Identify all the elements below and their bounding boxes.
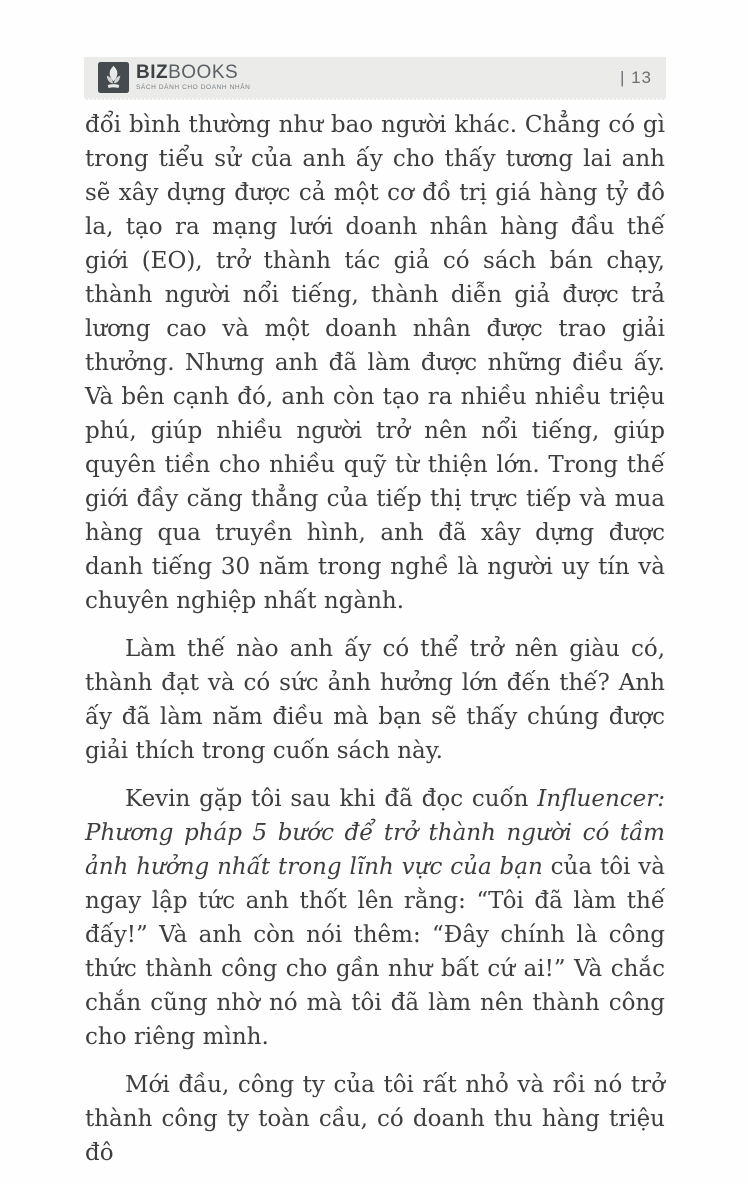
- paragraph-3-text-lead: Kevin gặp tôi sau khi đã đọc cuốn: [125, 786, 538, 812]
- paragraph-4-text: Mới đầu, công ty của tôi rất nhỏ và rồi nó trở thành công ty toàn cầu, có doanh thu hàng triệu đô: [85, 1072, 665, 1166]
- paragraph-1-text: đổi bình thường như bao người khác. Chẳng có gì trong tiểu sử của anh ấy cho thấy tương lai anh sẽ xây dựng được cả một cơ đồ trị giá hàng tỷ đô la, tạo ra mạng lưới doanh nhân hàng đầu thế giới (EO), trở thành tác giả có sách bán chạy, thành người nổi tiếng, thành diễn giả được trả lương cao và một doanh nhân được trao giải thưởng. Nhưng anh đã làm được những điều ấy. Và bên cạnh đó, anh còn tạo ra nhiều nhiều triệu phú, giúp nhiều người trở nên nổi tiếng, giúp quyên tiền cho nhiều quỹ từ thiện lớn. Trong thế giới đầy căng thẳng của tiếp thị trực tiếp và mua hàng qua truyền hình, anh đã xây dựng được danh tiếng 30 năm trong nghề là người uy tín và chuyên nghiệp nhất ngành.: [85, 112, 665, 614]
- paragraph-1: [85, 108, 665, 618]
- paragraph-3-book-title: Influencer: Phương pháp 5 bước để trở thành người có tầm ảnh hưởng nhất trong lĩnh vực của bạn: [85, 786, 665, 880]
- paragraph-4: [85, 1068, 665, 1170]
- paragraph-3: [85, 782, 665, 1054]
- page-content: [85, 108, 665, 1170]
- page-number: | 13: [619, 67, 652, 87]
- paragraph-2-text: Làm thế nào anh ấy có thể trở nên giàu có, thành đạt và có sức ảnh hưởng lớn đến thế? Anh ấy đã làm năm điều mà bạn sẽ thấy chúng được giải thích trong cuốn sách này.: [85, 636, 665, 764]
- page-header: [84, 57, 666, 100]
- paragraph-3-text-tail: của tôi và ngay lập tức anh thốt lên rằng: “Tôi đã làm thế đấy!” Và anh còn nói thêm: “Đây chính là công thức thành công cho gần như bất cứ ai!” Và chắc chắn cũng nhờ nó mà tôi đã làm nên thành công cho riêng mình.: [85, 854, 665, 1050]
- logo-brand-light: BOOKS: [168, 62, 239, 84]
- logo-brand-bold: BIZ: [136, 62, 169, 84]
- logo-text: [136, 63, 250, 92]
- paragraph-2: [85, 632, 665, 768]
- logo-tagline: SÁCH DÀNH CHO DOANH NHÂN: [136, 84, 251, 92]
- bizbooks-logo: [98, 62, 250, 93]
- bizbooks-leaf-hand-icon: [98, 62, 129, 93]
- logo-title: [136, 63, 250, 82]
